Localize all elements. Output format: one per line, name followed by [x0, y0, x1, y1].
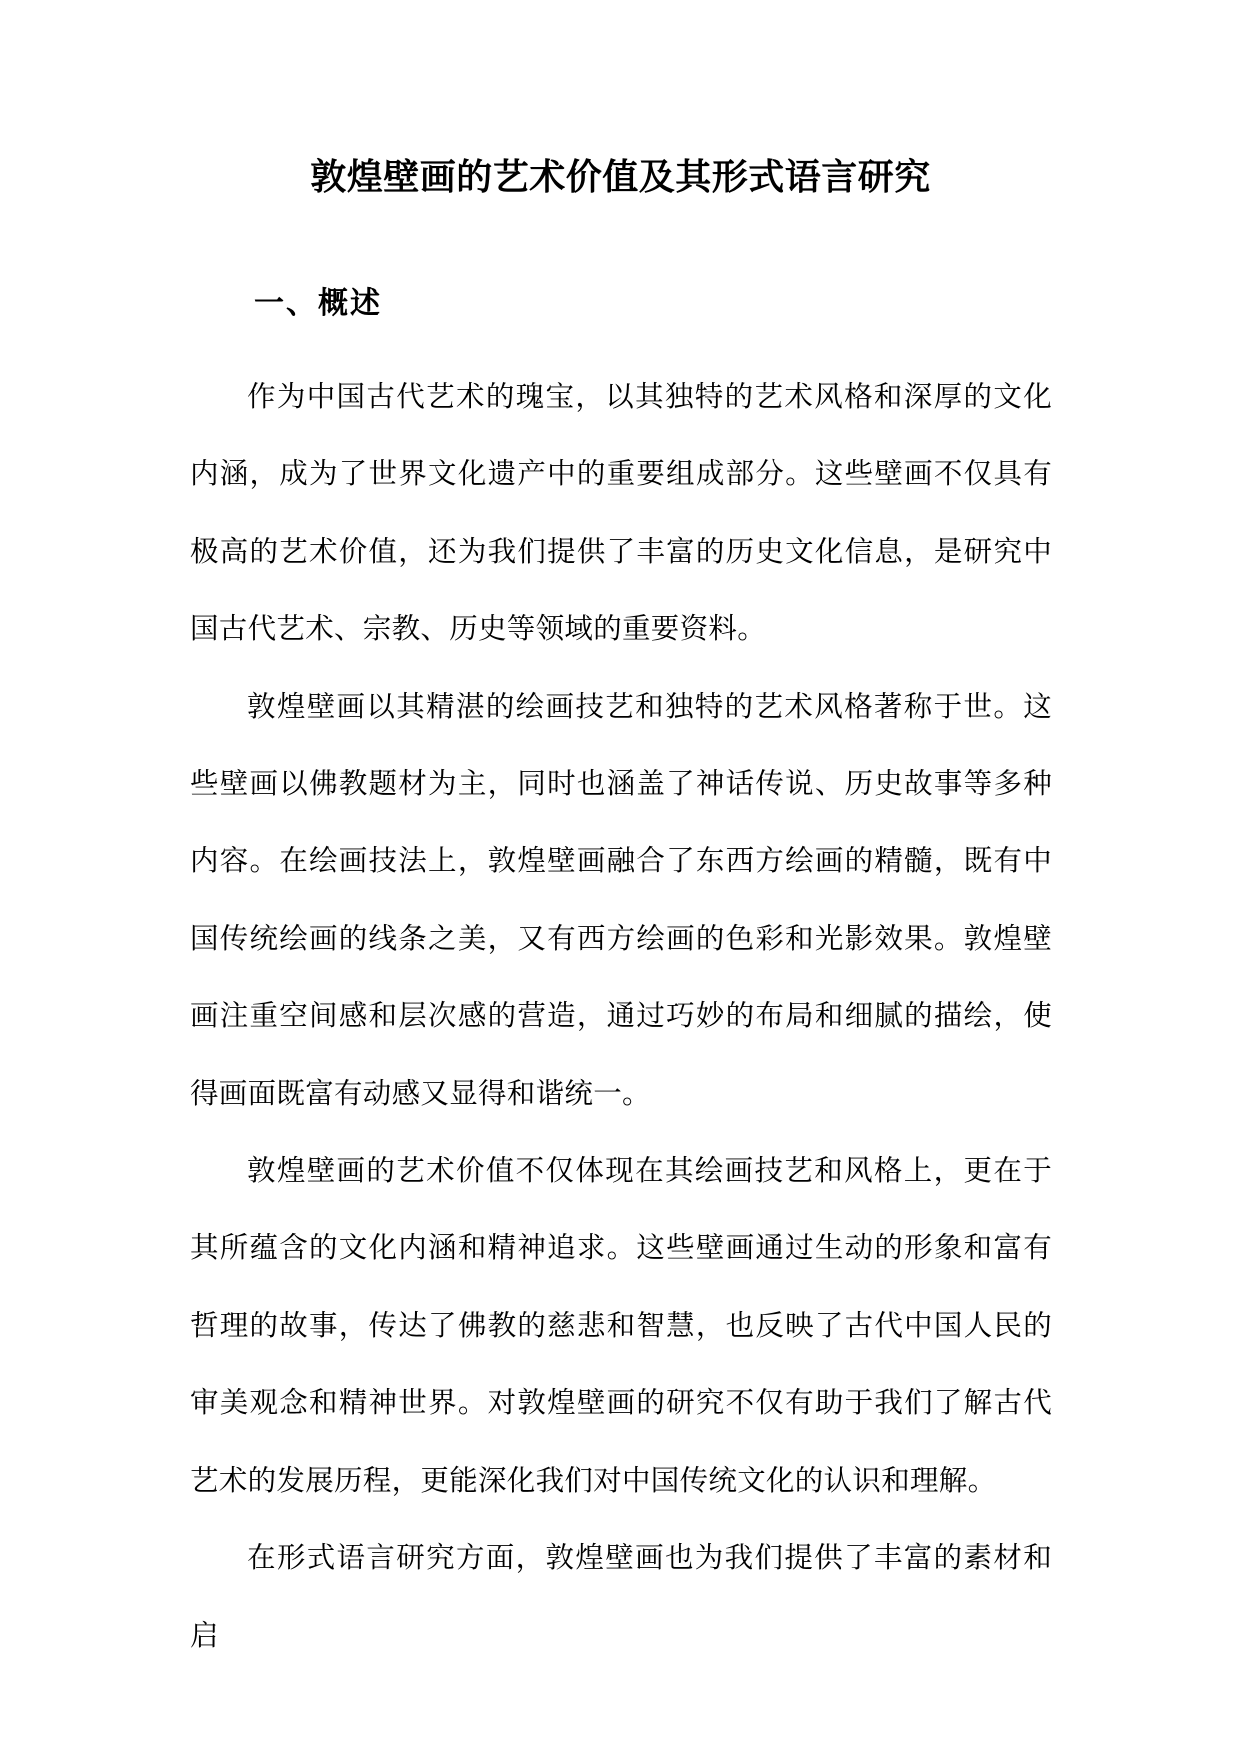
- document-title: 敦煌壁画的艺术价值及其形式语言研究: [310, 157, 931, 198]
- paragraph-3: 敦煌壁画的艺术价值不仅体现在其绘画技艺和风格上，更在于其所蕴含的文化内涵和精神追求。这些壁画通过生动的形象和富有哲理的故事，传达了佛教的慈悲和智慧，也反映了古代中国人民的审美观念和精神世界。对敦煌壁画的研究不仅有助于我们了解古代艺术的发展历程，更能深化我们对中国传统文化的认识和理解。: [190, 1154, 1052, 1497]
- paragraph-2: 敦煌壁画以其精湛的绘画技艺和独特的艺术风格著称于世。这些壁画以佛教题材为主，同时也涵盖了神话传说、历史故事等多种内容。在绘画技法上，敦煌壁画融合了东西方绘画的精髓，既有中国传统绘画的线条之美，又有西方绘画的色彩和光影效果。敦煌壁画注重空间感和层次感的营造，通过巧妙的布局和细腻的描绘，使得画面既富有动感又显得和谐统一。: [190, 689, 1052, 1110]
- section-heading-overview: 一、概述: [254, 286, 382, 321]
- paragraph-1: 作为中国古代艺术的瑰宝，以其独特的艺术风格和深厚的文化内涵，成为了世界文化遗产中的重要组成部分。这些壁画不仅具有极高的艺术价值，还为我们提供了丰富的历史文化信息，是研究中国古代艺术、宗教、历史等领域的重要资料。: [190, 380, 1052, 646]
- paragraph-4: 在形式语言研究方面，敦煌壁画也为我们提供了丰富的素材和启: [190, 1541, 1052, 1652]
- body-text: [190, 358, 1052, 1674]
